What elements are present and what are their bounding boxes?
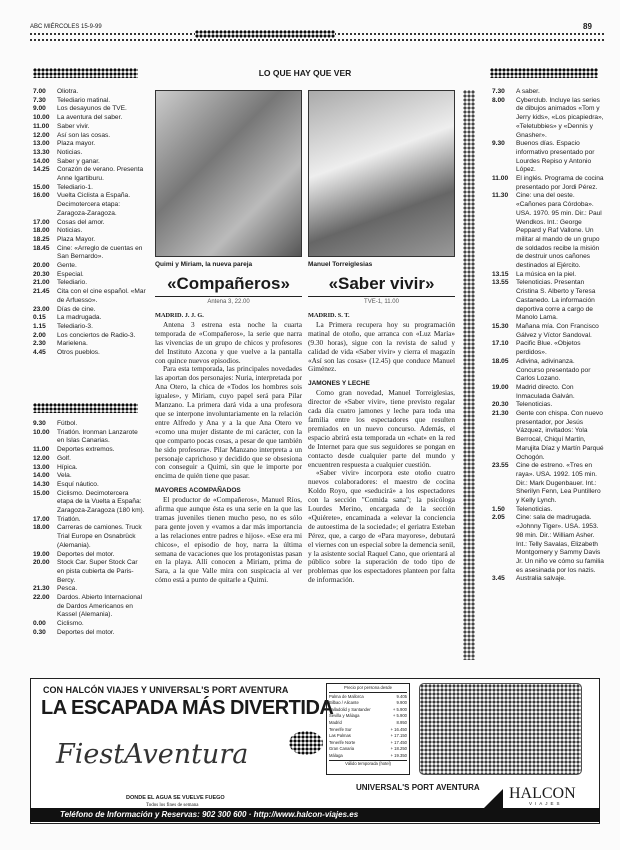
schedule-program: Días de cine.	[57, 305, 96, 313]
schedule-item	[33, 429, 146, 446]
schedule-time: 4.45	[33, 349, 46, 357]
schedule-program: Fútbol.	[57, 420, 78, 427]
schedule-time: 20.30	[33, 270, 50, 278]
schedule-time: 10.00	[33, 114, 50, 122]
destination: Bilbao / Alicante	[329, 700, 359, 706]
schedule-item	[33, 140, 146, 149]
schedule-program: La madrugada.	[57, 314, 102, 322]
schedule-program: Deportes del motor.	[57, 550, 115, 558]
schedule-program: Ciclismo. Decimotercera etapa de la Vuelta a España: Zaragoza-Zaragoza (180 km).	[57, 489, 145, 515]
byline: MADRID. J. J. G.	[155, 312, 204, 319]
paragraph: Como gran novedad, Manuel Torreiglesias, director de «Saber vivir», tiene previsto regalar cada día cuatro jamones y leche para toda una familia entre los espectadores que resulten premiados en un nuevo concurso. Además, el espacio abrirá esta temporada un «chat» en la red de Internet para que sus seguidores se pongan en contacto desde cualquier parte del mundo y encuentren respuesta a cualquier cuestión.	[308, 388, 455, 469]
schedule-item	[33, 524, 146, 550]
schedule-item	[492, 192, 604, 270]
photo-companeros	[155, 90, 302, 257]
price-table-header: Precio por persona desde	[329, 685, 407, 693]
ad-contact-bar[interactable]: Teléfono de Información y Reservas: 902 300 600 · http://www.halcon-viajes.es	[30, 808, 600, 822]
price: + 17.450	[390, 739, 407, 745]
paragraph: Para esta temporada, las principales novedades las aportan dos personajes: Nuria, interpretada por Ana Otero, la chica de «Todos los hombres sois iguales», y Miriam, cuyo papel será para Pilar Manzano. La primera dará vida a una profesora que se interpone involuntariamente en la relación entre Alfredo y Ana y a la que Ana Otero ve «como una mujer distante de mi carácter, con la que comparto pocas cosas, a pesar de que también he sido profesora». Pilar Manzano interpreta a un personaje caprichoso y decidido que se obsesiona con conseguir a Quimi, sin que le importe por encima de quién tiene que pasar.	[155, 364, 302, 481]
schedule-item	[492, 175, 604, 192]
schedule-item	[492, 140, 604, 175]
schedule-item	[33, 262, 146, 271]
schedule-program: Dardos. Abierto Internacional de Dardos Americanos en Kassel (Alemania).	[57, 594, 143, 619]
destination: Sevilla y Málaga	[329, 713, 360, 719]
article-channel-time: TVE-1, 11.00	[364, 299, 399, 305]
schedule-program: Marielena.	[57, 340, 88, 348]
price-row	[329, 740, 407, 747]
schedule-item	[33, 340, 146, 349]
paragraph: La Primera recupera hoy su programación matinal de otoño, que arranca con «Luz María» (9.30 horas), sigue con la revista de salud y calidad de vida «Saber vivir» y cierra el magazín «Así son las cosas» (12.45) que conduce Manuel Giménez.	[308, 319, 455, 374]
price: + 19.350	[390, 752, 407, 758]
schedule-program: Telenoticias. Presentan Cristina S. Alberto y Teresa Castanedo. La información deportiva corre a cargo de Manolo Lama.	[516, 279, 596, 322]
schedule-program: Golf.	[57, 454, 71, 462]
destination: Tenerife Norte	[329, 739, 356, 745]
schedule-item	[33, 97, 146, 106]
schedule-time: 11.30	[492, 192, 509, 200]
schedule-item	[33, 455, 146, 464]
schedule-time: 21.30	[33, 585, 50, 593]
ad-subslogan: Todos los fines de semana	[146, 803, 199, 808]
article-headline: «Saber vivir»	[308, 274, 455, 297]
price: + 5.900	[392, 713, 407, 719]
schedule-time: 18.25	[33, 235, 50, 243]
header-band	[195, 30, 335, 38]
schedule-item	[33, 481, 146, 490]
schedule-program: Plaza Mayor.	[57, 235, 96, 243]
paragraph: «Saber vivir» incorpora este otoño cuatro nuevos colaboradores: el maestro de cocina Koldo Royo, que «seducirá» a los espectadores con la sección "Comida sana"; la psicóloga Lourdes Merino, encargada de la sección «Quiérete», encaminada a «elevar la conciencia de autoestima de la sociedad»; el geriatra Esteban Pérez, que, a cargo de «Para mayores», debutará el viernes con un especial sobre la demencia senil, y la asistente social Raquel Cano, que orientará al público sobre la superación de todo tipo de problemas que los espectadores planteen por falta de información.	[308, 468, 455, 585]
paragraph: Antena 3 estrena esta noche la cuarta temporada de «Compañeros», la serie que narra las vivencias de un grupo de chicos y profesores del Instituto Azcona y que vuelve a la pantalla con quince nuevos episodios.	[155, 319, 302, 365]
schedule-time: 23.55	[492, 462, 509, 470]
schedule-time: 13.30	[33, 148, 50, 156]
header-rule-2	[30, 39, 605, 41]
schedule-program: La aventura del saber.	[57, 114, 123, 122]
price: + 5.900	[392, 706, 407, 712]
price-table	[326, 683, 410, 775]
price: + 17.150	[390, 733, 407, 739]
schedule-program: Telediario-3.	[57, 322, 93, 330]
schedule-program: Cita con el cine español. «Mar de Arfuesso».	[57, 288, 146, 304]
schedule-time: 2.30	[33, 340, 46, 348]
schedule-program: Esquí náutico.	[57, 480, 99, 488]
schedule-program: Cosas del amor.	[57, 218, 105, 226]
schedule-item	[492, 340, 604, 357]
schedule-time: 7.00	[33, 88, 46, 95]
schedule-time: 20.00	[33, 559, 50, 567]
price-table-footer: Válido temporada (hotel)	[329, 760, 407, 768]
schedule-item	[33, 184, 146, 193]
page-date: ABC MIÉRCOLES 15-9-99	[30, 24, 102, 30]
schedule-program: Vela.	[57, 472, 72, 480]
ad-headline: LA ESCAPADA MÁS DIVERTIDA	[41, 697, 334, 719]
price: 9.405	[396, 693, 407, 699]
schedule-sports	[33, 420, 146, 638]
destination: Tenerife Sur	[329, 726, 352, 732]
schedule-time: 0.15	[33, 314, 46, 322]
schedule-time: 23.00	[33, 305, 50, 313]
schedule-program: Así son las cosas.	[57, 131, 111, 139]
schedule-time: 19.00	[33, 550, 50, 558]
article-body	[155, 312, 302, 585]
schedule-time: 13.00	[33, 463, 50, 471]
schedule-program: Los desayunos de TVE.	[57, 105, 127, 113]
subheading: MAYORES ACOMPAÑADOS	[155, 487, 241, 495]
schedule-item	[33, 192, 146, 218]
schedule-time: 17.10	[492, 340, 509, 348]
schedule-item	[492, 279, 604, 323]
schedule-item	[492, 97, 604, 141]
price-row	[329, 720, 407, 727]
schedule-time: 14.00	[33, 472, 50, 480]
schedule-item	[33, 166, 146, 183]
schedule-item	[33, 464, 146, 473]
schedule-item	[33, 585, 146, 594]
schedule-program: Hípica.	[57, 463, 78, 471]
schedule-program: Stock Car. Super Stock Car en pista cubierta de Paris-Bercy.	[57, 559, 138, 584]
schedule-program: El inglés. Programa de cocina presentado por Jordi Pérez.	[516, 175, 604, 191]
schedule-program: Telediario.	[57, 279, 88, 287]
channel-logo-sports	[33, 403, 138, 413]
schedule-time: 0.00	[33, 620, 46, 628]
channel-logo-tve1	[33, 68, 138, 78]
schedule-program: Triatlón. Ironman Lanzarote en Islas Canarias.	[57, 428, 138, 445]
page-number: 89	[583, 22, 592, 31]
schedule-time: 12.00	[33, 131, 50, 139]
schedule-time: 14.25	[33, 166, 50, 174]
schedule-item	[33, 446, 146, 455]
schedule-time: 13.55	[492, 279, 509, 287]
schedule-time: 17.00	[33, 218, 50, 226]
destination: Gran Canaria	[329, 746, 355, 752]
price-row	[329, 713, 407, 720]
schedule-program: Especial.	[57, 270, 84, 278]
schedule-item	[33, 245, 146, 262]
schedule-item	[33, 420, 146, 429]
schedule-item	[492, 323, 604, 340]
byline: MADRID. S. T.	[308, 312, 350, 319]
schedule-item	[33, 271, 146, 280]
price-row	[329, 707, 407, 714]
destination: Las Palmas	[329, 733, 351, 739]
schedule-item	[33, 88, 146, 97]
schedule-item	[33, 158, 146, 167]
price: 9.900	[396, 700, 407, 706]
destination: Palma de Mallorca	[329, 693, 364, 699]
schedule-item	[492, 401, 604, 410]
channel-logo-telemadrid	[490, 68, 598, 78]
schedule-item	[33, 279, 146, 288]
schedule-item	[33, 314, 146, 323]
dates-table	[419, 683, 582, 775]
schedule-item	[33, 490, 146, 516]
schedule-time: 19.00	[492, 383, 509, 391]
schedule-program: Cyberclub. Incluye las series de dibujos animados «Tom y Jerry kids», «Los picapiedra», «Teletubbies» y «Dennis y Gnasher».	[516, 96, 604, 139]
schedule-program: Gente con chispa. Con nuevo presentador, por Jesús Vázquez, invitados: Yola Berrocal, Chiquí Martín, Marujita Díaz y Martín Parqué Ochogón.	[516, 410, 604, 461]
section-title: LO QUE HAY QUE VER	[258, 68, 352, 78]
schedule-time: 18.00	[33, 524, 50, 532]
schedule-time: 21.45	[33, 288, 50, 296]
schedule-program: Cine: sala de madrugada. «Johnny Tiger». USA. 1953. 98 min. Dir.: William Asher. Int.: Telly Savalas, Elizabeth Montgomery y Sammy Davis Jr. Un niño ve cómo su familia es asesinada por los nazis.	[516, 514, 604, 574]
schedule-item	[33, 323, 146, 332]
decorative-strip	[463, 90, 475, 660]
schedule-program: Buenos días. Espacio informativo presentado por Lourdes Repiso y Antonio López.	[516, 140, 595, 174]
schedule-item	[492, 506, 604, 515]
schedule-item	[492, 575, 604, 584]
schedule-program: Australia salvaje.	[516, 575, 566, 583]
schedule-program: Carreras de camiones. Truck Trial Europe en Osnabrück (Alemania).	[57, 524, 142, 549]
schedule-program: Saber vivir.	[57, 122, 90, 130]
article-headline: «Compañeros»	[155, 274, 302, 297]
schedule-program: Telenoticias.	[516, 401, 553, 409]
schedule-program: Gente.	[57, 262, 77, 270]
destination: Málaga	[329, 752, 343, 758]
schedule-time: 11.00	[492, 175, 509, 183]
schedule-item	[492, 358, 604, 384]
price-row	[329, 733, 407, 740]
schedule-program: Telenoticias.	[516, 505, 553, 513]
schedule-item	[33, 472, 146, 481]
schedule-time: 11.00	[33, 446, 50, 454]
schedule-program: Cine: «Arreglo de cuentas en San Bernardo».	[57, 244, 143, 261]
schedule-time: 1.15	[33, 322, 46, 330]
schedule-item	[33, 349, 146, 358]
schedule-item	[33, 629, 146, 638]
schedule-item	[33, 219, 146, 228]
schedule-program: Deportes extremos.	[57, 446, 115, 454]
schedule-program: Telediario matinal.	[57, 96, 111, 104]
schedule-program: Triatlón.	[57, 515, 81, 523]
schedule-program: Telediario-1.	[57, 183, 93, 191]
schedule-program: Saber y ganar.	[57, 157, 100, 165]
paragraph: El productor de «Compañeros», Manuel Ríos, afirma que aunque ésta es una serie en la que las tramas juveniles tienen mucho peso, no es sólo para gente joven y «vamos a dar más importancia a las relaciones entre padres e hijos». «Ese era mi chicos», el episodio de hoy, narra la última semana de vacaciones que los protagonistas pasan en la playa. Allí conocen a Miriam, prima de Sara, a la que Valle mira con suspicacia al ver cómo está a punto de quitarle a Quimi.	[155, 495, 302, 585]
article-body	[308, 312, 455, 585]
subheading: JAMONES Y LECHE	[308, 380, 370, 388]
schedule-item	[492, 88, 604, 97]
destination: Valladolid y Santander	[329, 706, 371, 712]
schedule-time: 18.45	[33, 244, 50, 252]
schedule-time: 8.00	[492, 96, 505, 104]
schedule-time: 2.05	[492, 514, 505, 522]
article-channel-time: Antena 3, 22.00	[207, 299, 250, 305]
ad-tagline: CON HALCÓN VIAJES Y UNIVERSAL'S PORT AVENTURA	[43, 685, 289, 695]
schedule-time: 9.30	[33, 420, 46, 427]
schedule-program: Noticias.	[57, 148, 83, 156]
schedule-item	[33, 227, 146, 236]
schedule-time: 18.05	[492, 357, 509, 365]
schedule-item	[33, 559, 146, 585]
schedule-time: 9.00	[33, 105, 46, 113]
destination: Madrid	[329, 719, 342, 725]
schedule-time: 2.00	[33, 331, 46, 339]
price: + 18.250	[390, 746, 407, 752]
price-row	[329, 694, 407, 701]
schedule-item	[33, 551, 146, 560]
schedule-time: 10.00	[33, 428, 50, 436]
schedule-telemadrid	[492, 88, 604, 584]
schedule-time: 11.00	[33, 122, 50, 130]
schedule-time: 21.00	[33, 279, 50, 287]
schedule-time: 20.00	[33, 262, 50, 270]
ad-slogan: DONDE EL AGUA SE VUELVE FUEGO	[126, 795, 225, 801]
schedule-program: Corazón de verano. Presenta Anne Igartiburu.	[57, 166, 144, 183]
schedule-item	[33, 594, 146, 620]
price: + 16.450	[390, 726, 407, 732]
schedule-program: La música en la piel.	[516, 270, 577, 278]
schedule-time: 22.00	[33, 594, 50, 602]
advertisement[interactable]	[30, 678, 600, 824]
schedule-item	[33, 132, 146, 141]
schedule-time: 13.15	[492, 270, 509, 278]
schedule-item	[492, 271, 604, 280]
schedule-time: 14.00	[33, 157, 50, 165]
schedule-program: Pesca.	[57, 585, 78, 593]
schedule-item	[33, 332, 146, 341]
schedule-item	[492, 410, 604, 462]
schedule-time: 20.30	[492, 401, 509, 409]
schedule-program: Noticias.	[57, 227, 83, 235]
schedule-item	[492, 514, 604, 575]
schedule-program: Cine: una del oeste. «Cañones para Córdoba». USA. 1970. 95 min. Dir.: Paul Wendkos. Int.: George Peppard y Raf Vallone. Un militar al mando de un grupo de soldados recibe la misión de destruir unos cañones destinados al Ejército.	[516, 192, 602, 270]
schedule-program: Otros pueblos.	[57, 349, 100, 357]
schedule-item	[33, 620, 146, 629]
schedule-tve1	[33, 88, 146, 358]
fiestaventura-logo: FiestAventura	[56, 739, 249, 770]
photo-caption: Quimi y Miriam, la nueva pareja	[155, 261, 253, 268]
schedule-program: Deportes del motor.	[57, 628, 115, 636]
schedule-time: 15.00	[33, 489, 50, 497]
schedule-item	[492, 462, 604, 506]
photo-saber-vivir	[308, 90, 455, 257]
schedule-item	[33, 236, 146, 245]
schedule-time: 14.30	[33, 480, 50, 488]
schedule-item	[492, 384, 604, 401]
schedule-time: 12.00	[33, 454, 50, 462]
schedule-program: Cine de estreno. «Tres en raya». USA. 1992. 105 min. Dir.: Mark Dugenbauer. Int.: Sherilyn Fenn, Lea Puntillero y Kelly Lynch.	[516, 462, 601, 505]
schedule-item	[33, 149, 146, 158]
schedule-program: Madrid directo. Con Inmaculada Galván.	[516, 383, 575, 400]
schedule-time: 13.00	[33, 140, 50, 148]
schedule-program: Los conciertos de Radio-3.	[57, 331, 136, 339]
schedule-time: 1.50	[492, 505, 505, 513]
schedule-item	[33, 288, 146, 305]
schedule-time: 21.30	[492, 410, 509, 418]
price-row	[329, 753, 407, 760]
schedule-time: 3.45	[492, 575, 505, 583]
schedule-time: 16.00	[33, 192, 50, 200]
schedule-time: 15.00	[33, 183, 50, 191]
halcon-sub: VIAJES	[529, 801, 563, 806]
halcon-logo: HALCON	[509, 785, 576, 802]
schedule-time: 17.00	[33, 515, 50, 523]
photo-caption: Manuel Torreiglesias	[308, 261, 373, 268]
schedule-program: Vuelta Ciclista a España. Decimotercera etapa: Zaragoza-Zaragoza.	[57, 192, 131, 217]
schedule-program: Pacific Blue. «Objetos perdidos».	[516, 340, 581, 357]
schedule-time: 0.30	[33, 628, 46, 636]
schedule-program: Ciclismo.	[57, 620, 84, 628]
price-row	[329, 727, 407, 734]
schedule-program: Mañana mía. Con Francisco Gálvez y Víctor Sandoval.	[516, 322, 599, 339]
schedule-program: Oliotra.	[57, 88, 79, 95]
schedule-item	[33, 516, 146, 525]
port-aventura-logo: UNIVERSAL'S PORT AVENTURA	[356, 783, 480, 792]
schedule-time: 15.30	[492, 322, 509, 330]
price: 8.950	[396, 719, 407, 725]
schedule-program: A saber.	[516, 88, 540, 95]
schedule-time: 7.30	[492, 88, 505, 95]
schedule-item	[33, 306, 146, 315]
schedule-item	[33, 105, 146, 114]
schedule-time: 7.30	[33, 96, 46, 104]
schedule-program: Plaza mayor.	[57, 140, 96, 148]
schedule-item	[33, 114, 146, 123]
schedule-time: 18.00	[33, 227, 50, 235]
schedule-time: 9.30	[492, 140, 505, 148]
price-row	[329, 746, 407, 753]
schedule-item	[33, 123, 146, 132]
price-row	[329, 700, 407, 707]
schedule-program: Adivina, adivinanza. Concurso presentado por Carlos Lozano.	[516, 357, 591, 383]
badge-seal	[289, 731, 323, 755]
